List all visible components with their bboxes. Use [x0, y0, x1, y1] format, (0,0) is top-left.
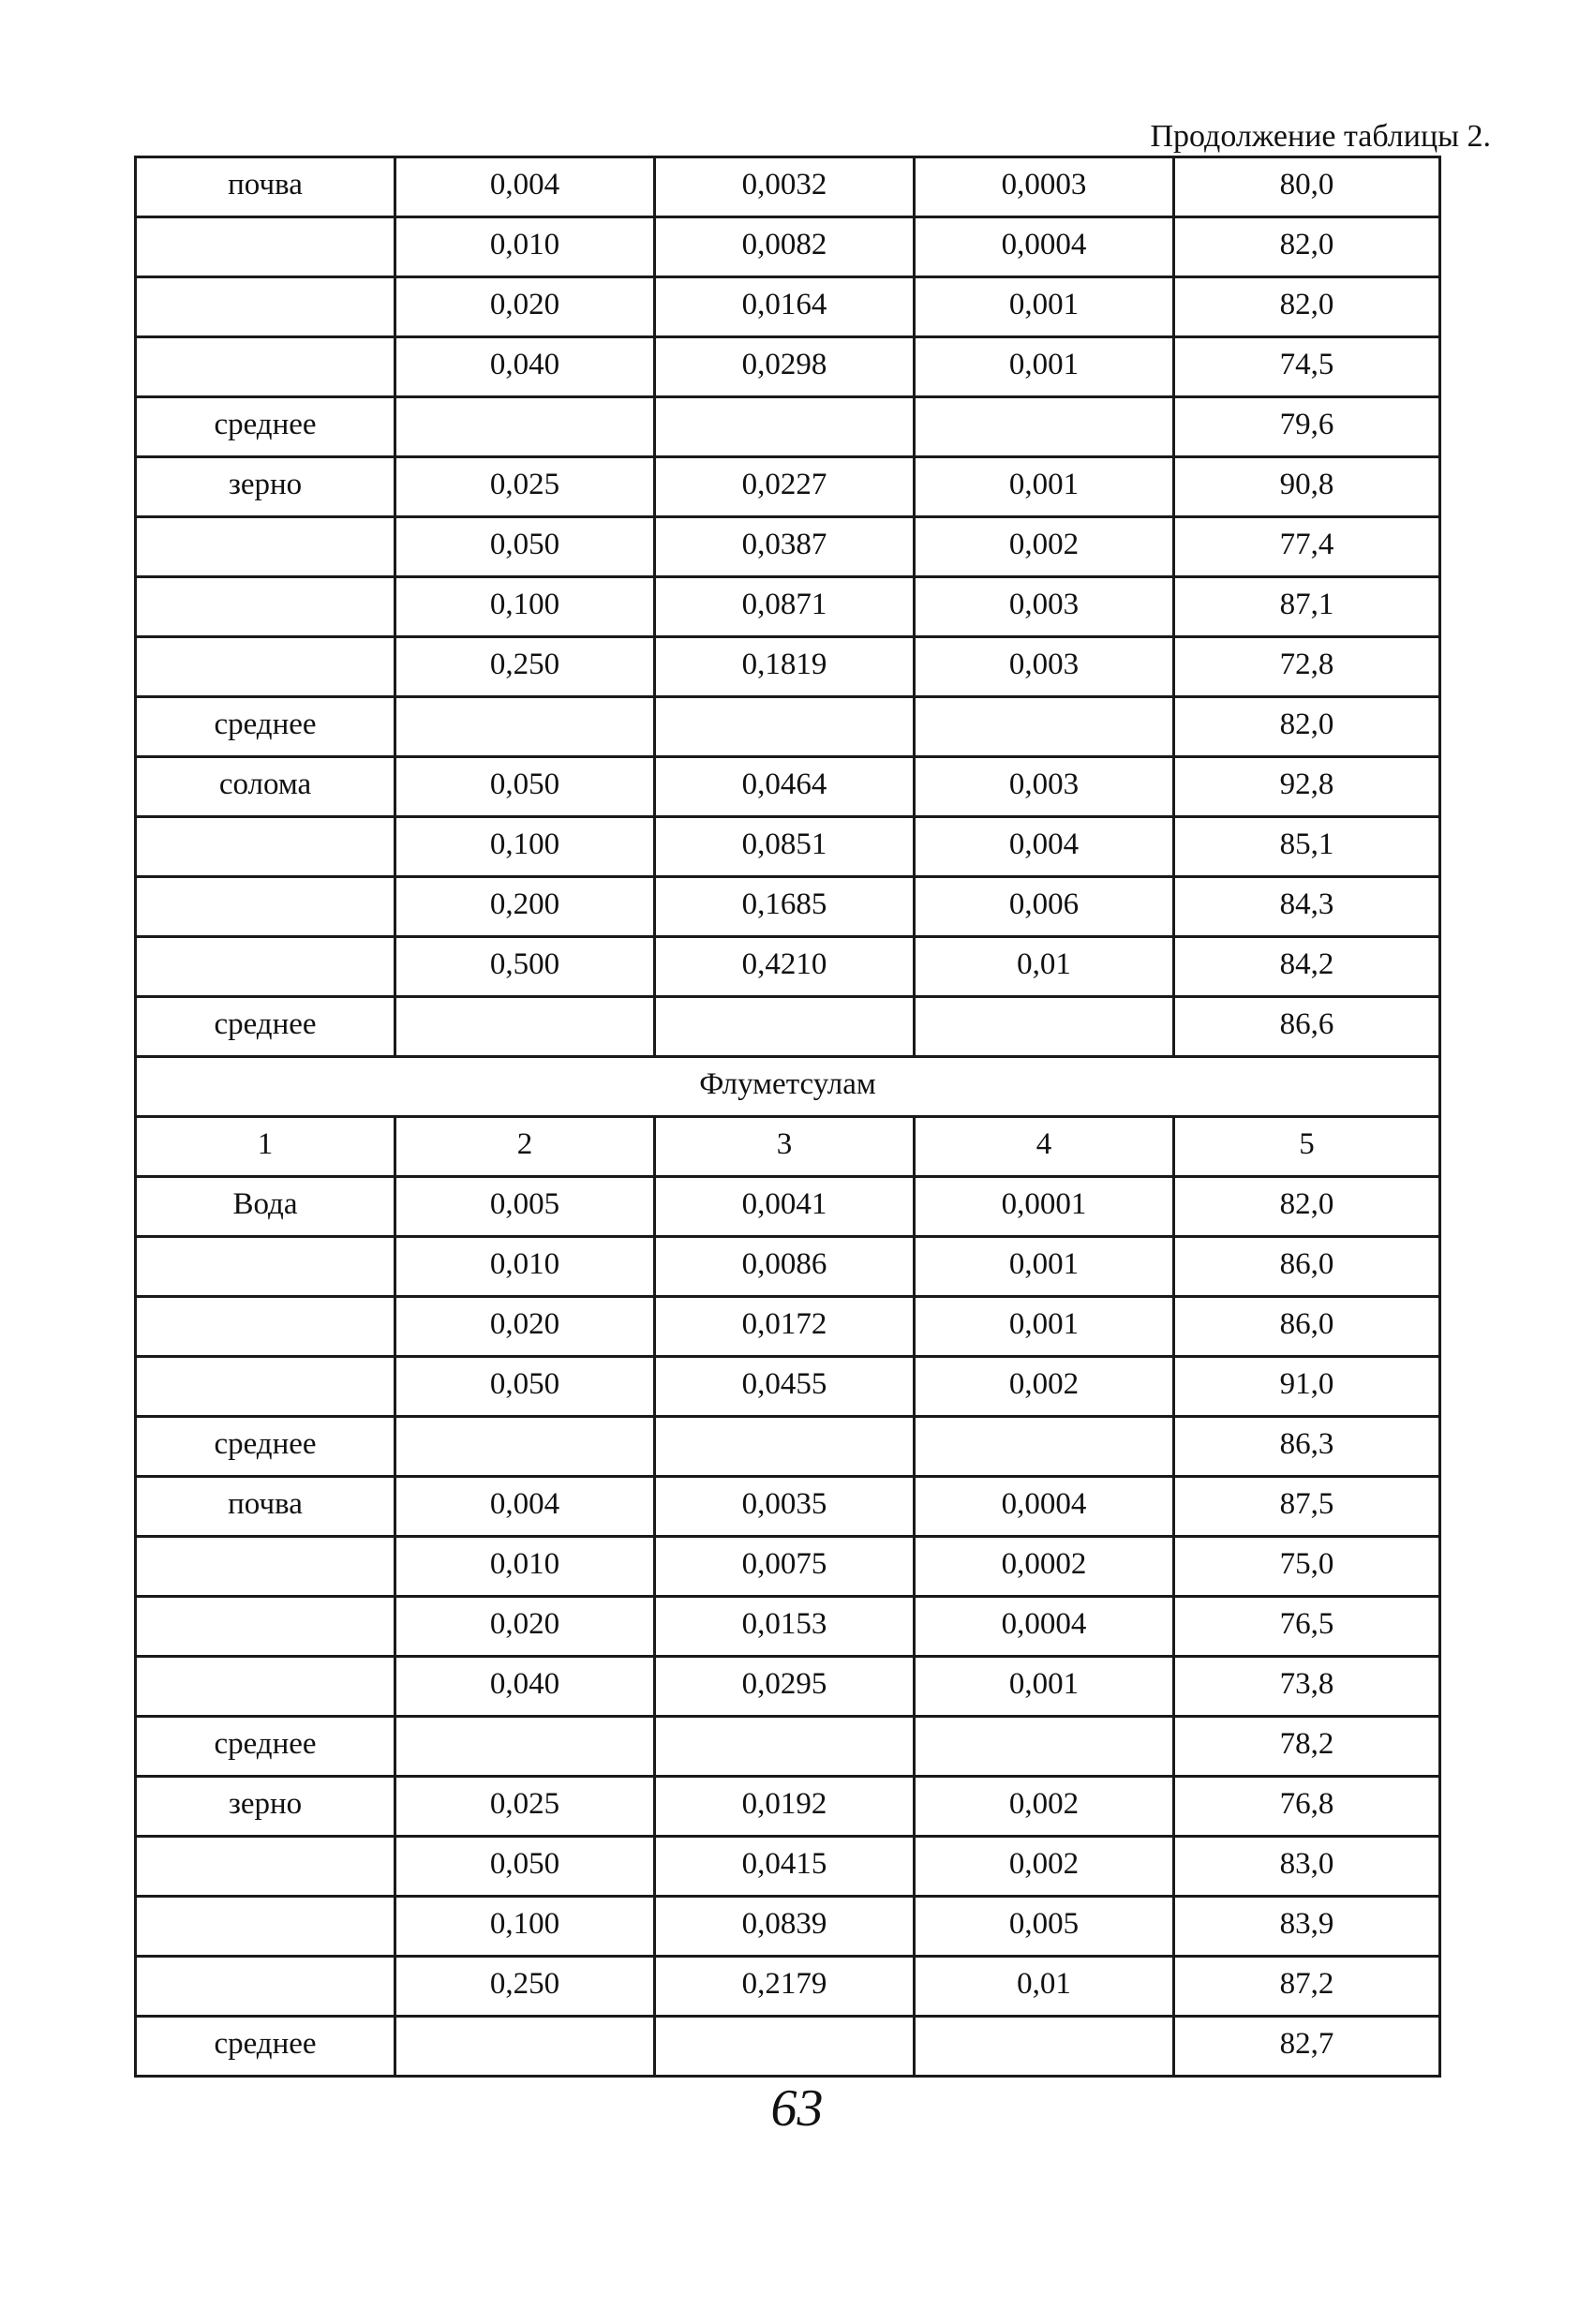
- table-cell-col3: 0,0415: [655, 1837, 915, 1897]
- table-caption: Продолжение таблицы 2.: [1150, 119, 1491, 154]
- table-row: [136, 877, 1440, 937]
- table-row: [136, 1537, 1440, 1597]
- table-cell-col1: [136, 877, 395, 937]
- table-cell-col4: 0,0004: [915, 1597, 1174, 1657]
- table-cell-col2: 0,010: [395, 1237, 655, 1297]
- table-cell-col4: 0,002: [915, 1777, 1174, 1837]
- table-cell-col4: 0,002: [915, 517, 1174, 577]
- table-cell-col5: 78,2: [1174, 1717, 1440, 1777]
- table-cell-col4: 0,001: [915, 1237, 1174, 1297]
- table-cell-col2: 0,050: [395, 517, 655, 577]
- table-cell-col2: 0,040: [395, 1657, 655, 1717]
- table-cell-col1: [136, 577, 395, 637]
- table-cell-col1: [136, 937, 395, 997]
- table-row: [136, 217, 1440, 277]
- table-cell-col4: [915, 397, 1174, 457]
- table-row: [136, 457, 1440, 517]
- table-cell-col5: 82,0: [1174, 1177, 1440, 1237]
- table-cell-col4: 0,001: [915, 1657, 1174, 1717]
- table-cell-col5: 85,1: [1174, 817, 1440, 877]
- table-cell-col4: 0,0004: [915, 217, 1174, 277]
- table-cell-col3: 3: [655, 1117, 915, 1177]
- table-cell-col5: 86,6: [1174, 997, 1440, 1057]
- table-cell-col5: 87,5: [1174, 1477, 1440, 1537]
- table-row: [136, 1837, 1440, 1897]
- table-cell-col1: [136, 1597, 395, 1657]
- table-row: [136, 277, 1440, 337]
- table-cell-col3: [655, 997, 915, 1057]
- table-cell-col4: 0,001: [915, 1297, 1174, 1357]
- table-cell-col2: 0,010: [395, 217, 655, 277]
- table-row: [136, 637, 1440, 697]
- table-row: [136, 1717, 1440, 1777]
- table-cell-col1: почва: [136, 157, 395, 217]
- table-cell-col1: [136, 1297, 395, 1357]
- table-cell-col5: 86,3: [1174, 1417, 1440, 1477]
- table-cell-col4: 0,006: [915, 877, 1174, 937]
- table-row: [136, 1237, 1440, 1297]
- table-cell-col3: 0,0295: [655, 1657, 915, 1717]
- table-cell-col1: среднее: [136, 397, 395, 457]
- table-cell-col4: 0,003: [915, 577, 1174, 637]
- table-cell-col5: 83,0: [1174, 1837, 1440, 1897]
- table-cell-col5: 73,8: [1174, 1657, 1440, 1717]
- table-cell-col2: [395, 1417, 655, 1477]
- table-cell-col2: 0,040: [395, 337, 655, 397]
- table-cell-col2: 0,100: [395, 817, 655, 877]
- table-cell-col4: [915, 997, 1174, 1057]
- table-cell-col4: 0,003: [915, 757, 1174, 817]
- table-cell-col4: 0,0004: [915, 1477, 1174, 1537]
- table-cell-col2: 0,050: [395, 757, 655, 817]
- table-cell-col4: 0,001: [915, 277, 1174, 337]
- table-cell-col3: 0,0082: [655, 217, 915, 277]
- table-cell-col1: среднее: [136, 1417, 395, 1477]
- table-cell-col4: [915, 1417, 1174, 1477]
- table-cell-col4: 0,003: [915, 637, 1174, 697]
- table-cell-col2: 0,050: [395, 1837, 655, 1897]
- table-cell-col3: 0,0455: [655, 1357, 915, 1417]
- table-cell-col2: 0,100: [395, 1897, 655, 1957]
- table-cell-col1: [136, 637, 395, 697]
- table-row: [136, 1897, 1440, 1957]
- table-cell-col3: 0,0298: [655, 337, 915, 397]
- table-cell-col4: 0,0003: [915, 157, 1174, 217]
- table-cell-col2: 0,500: [395, 937, 655, 997]
- table-cell-col4: 0,001: [915, 457, 1174, 517]
- table-cell-col2: 0,250: [395, 1957, 655, 2017]
- table-cell-col3: 0,4210: [655, 937, 915, 997]
- table-cell-col5: 75,0: [1174, 1537, 1440, 1597]
- table-cell-col1: [136, 337, 395, 397]
- table-row: [136, 397, 1440, 457]
- table-cell-col1: среднее: [136, 997, 395, 1057]
- table-row: [136, 2017, 1440, 2077]
- table-cell-col3: [655, 1417, 915, 1477]
- table-cell-col3: 0,0227: [655, 457, 915, 517]
- table-cell-col4: 0,0001: [915, 1177, 1174, 1237]
- table-cell-col3: 0,0851: [655, 817, 915, 877]
- table-cell-col5: 90,8: [1174, 457, 1440, 517]
- table-cell-col3: [655, 397, 915, 457]
- table-cell-col3: 0,0035: [655, 1477, 915, 1537]
- table-cell-col5: 82,7: [1174, 2017, 1440, 2077]
- table-cell-col2: 0,100: [395, 577, 655, 637]
- table-cell-col5: 86,0: [1174, 1237, 1440, 1297]
- table-cell-col3: 0,0164: [655, 277, 915, 337]
- table-cell-col5: 87,2: [1174, 1957, 1440, 2017]
- table-cell-col2: 0,025: [395, 1777, 655, 1837]
- table-cell-col1: 1: [136, 1117, 395, 1177]
- table-cell-col2: [395, 697, 655, 757]
- table-row: [136, 157, 1440, 217]
- table-cell-col2: [395, 1717, 655, 1777]
- table-cell-col2: [395, 397, 655, 457]
- table-cell-col1: [136, 1957, 395, 2017]
- table-cell-col5: 77,4: [1174, 517, 1440, 577]
- table-cell-col1: среднее: [136, 1717, 395, 1777]
- table-cell-col1: Вода: [136, 1177, 395, 1237]
- table-cell-col5: 92,8: [1174, 757, 1440, 817]
- table-cell-col4: 0,0002: [915, 1537, 1174, 1597]
- table-cell-col3: 0,1819: [655, 637, 915, 697]
- table-cell-col5: 79,6: [1174, 397, 1440, 457]
- table-cell-col2: 0,020: [395, 1597, 655, 1657]
- table-cell-col4: [915, 2017, 1174, 2077]
- table-cell-col5: 72,8: [1174, 637, 1440, 697]
- table-row: [136, 817, 1440, 877]
- table-cell-col5: 82,0: [1174, 697, 1440, 757]
- table-cell-col5: 83,9: [1174, 1897, 1440, 1957]
- table-row: [136, 937, 1440, 997]
- table-cell-col1: [136, 1537, 395, 1597]
- table-cell-col1: [136, 817, 395, 877]
- table-cell-col5: 82,0: [1174, 277, 1440, 337]
- table-cell-col5: 84,3: [1174, 877, 1440, 937]
- table-row: [136, 1477, 1440, 1537]
- table-cell-col3: [655, 1717, 915, 1777]
- table-cell-col1: зерно: [136, 1777, 395, 1837]
- table-cell-col4: 0,002: [915, 1357, 1174, 1417]
- table-cell-col2: [395, 997, 655, 1057]
- table-cell-col3: 0,0464: [655, 757, 915, 817]
- table-cell-col3: 0,0041: [655, 1177, 915, 1237]
- table-cell-col2: 0,004: [395, 1477, 655, 1537]
- table-cell-col4: 4: [915, 1117, 1174, 1177]
- table-cell-col4: 0,002: [915, 1837, 1174, 1897]
- table-cell-col5: 76,5: [1174, 1597, 1440, 1657]
- table-row: [136, 997, 1440, 1057]
- table-cell-col3: 0,0839: [655, 1897, 915, 1957]
- table-cell-col1: среднее: [136, 697, 395, 757]
- table-row: [136, 1957, 1440, 2017]
- table-cell-col1: [136, 517, 395, 577]
- table-cell-col1: [136, 277, 395, 337]
- table-cell-col2: 0,005: [395, 1177, 655, 1237]
- table-cell-col5: 91,0: [1174, 1357, 1440, 1417]
- table-row: [136, 757, 1440, 817]
- table-row: [136, 1417, 1440, 1477]
- section-title: Флуметсулам: [136, 1057, 1440, 1117]
- table-cell-col3: 0,0387: [655, 517, 915, 577]
- table-cell-col2: 0,250: [395, 637, 655, 697]
- table-cell-col3: 0,0086: [655, 1237, 915, 1297]
- table-cell-col4: [915, 697, 1174, 757]
- table-cell-col2: 0,200: [395, 877, 655, 937]
- table-cell-col2: 2: [395, 1117, 655, 1177]
- table-cell-col2: 0,010: [395, 1537, 655, 1597]
- table-cell-col3: 0,1685: [655, 877, 915, 937]
- table-cell-col2: 0,004: [395, 157, 655, 217]
- table-cell-col3: [655, 2017, 915, 2077]
- table-cell-col1: среднее: [136, 2017, 395, 2077]
- table-cell-col3: 0,0153: [655, 1597, 915, 1657]
- table-cell-col2: 0,020: [395, 277, 655, 337]
- table-row: [136, 1777, 1440, 1837]
- table-cell-col1: почва: [136, 1477, 395, 1537]
- table-cell-col4: [915, 1717, 1174, 1777]
- table-cell-col5: 76,8: [1174, 1777, 1440, 1837]
- table-cell-col1: [136, 217, 395, 277]
- table-row: [136, 1117, 1440, 1177]
- table-cell-col1: [136, 1897, 395, 1957]
- table-row: [136, 1597, 1440, 1657]
- table-cell-col4: 0,01: [915, 937, 1174, 997]
- table-cell-col2: 0,020: [395, 1297, 655, 1357]
- table-cell-col5: 80,0: [1174, 157, 1440, 217]
- table-row: [136, 1177, 1440, 1237]
- table-cell-col5: 74,5: [1174, 337, 1440, 397]
- table-cell-col1: зерно: [136, 457, 395, 517]
- table-cell-col3: 0,0075: [655, 1537, 915, 1597]
- table-cell-col4: 0,004: [915, 817, 1174, 877]
- table-cell-col3: [655, 697, 915, 757]
- table-cell-col2: 0,025: [395, 457, 655, 517]
- table-cell-col1: [136, 1837, 395, 1897]
- table-cell-col3: 0,0032: [655, 157, 915, 217]
- table-cell-col3: 0,0192: [655, 1777, 915, 1837]
- table-cell-col3: 0,2179: [655, 1957, 915, 2017]
- table-cell-col1: [136, 1357, 395, 1417]
- table-cell-col3: 0,0172: [655, 1297, 915, 1357]
- section-title-row: [136, 1057, 1440, 1117]
- table-cell-col5: 5: [1174, 1117, 1440, 1177]
- table-row: [136, 1297, 1440, 1357]
- table-cell-col5: 86,0: [1174, 1297, 1440, 1357]
- results-table: [134, 156, 1441, 2078]
- table-cell-col1: солома: [136, 757, 395, 817]
- table-cell-col1: [136, 1237, 395, 1297]
- page-number: 63: [770, 2079, 824, 2138]
- table-cell-col5: 82,0: [1174, 217, 1440, 277]
- table-cell-col4: 0,005: [915, 1897, 1174, 1957]
- table-row: [136, 337, 1440, 397]
- table-row: [136, 517, 1440, 577]
- table-row: [136, 577, 1440, 637]
- table-cell-col2: 0,050: [395, 1357, 655, 1417]
- table-cell-col5: 87,1: [1174, 577, 1440, 637]
- table-cell-col2: [395, 2017, 655, 2077]
- table-row: [136, 1357, 1440, 1417]
- table-cell-col5: 84,2: [1174, 937, 1440, 997]
- table-row: [136, 697, 1440, 757]
- table-row: [136, 1657, 1440, 1717]
- table-cell-col4: 0,001: [915, 337, 1174, 397]
- table-cell-col4: 0,01: [915, 1957, 1174, 2017]
- table-cell-col3: 0,0871: [655, 577, 915, 637]
- table-cell-col1: [136, 1657, 395, 1717]
